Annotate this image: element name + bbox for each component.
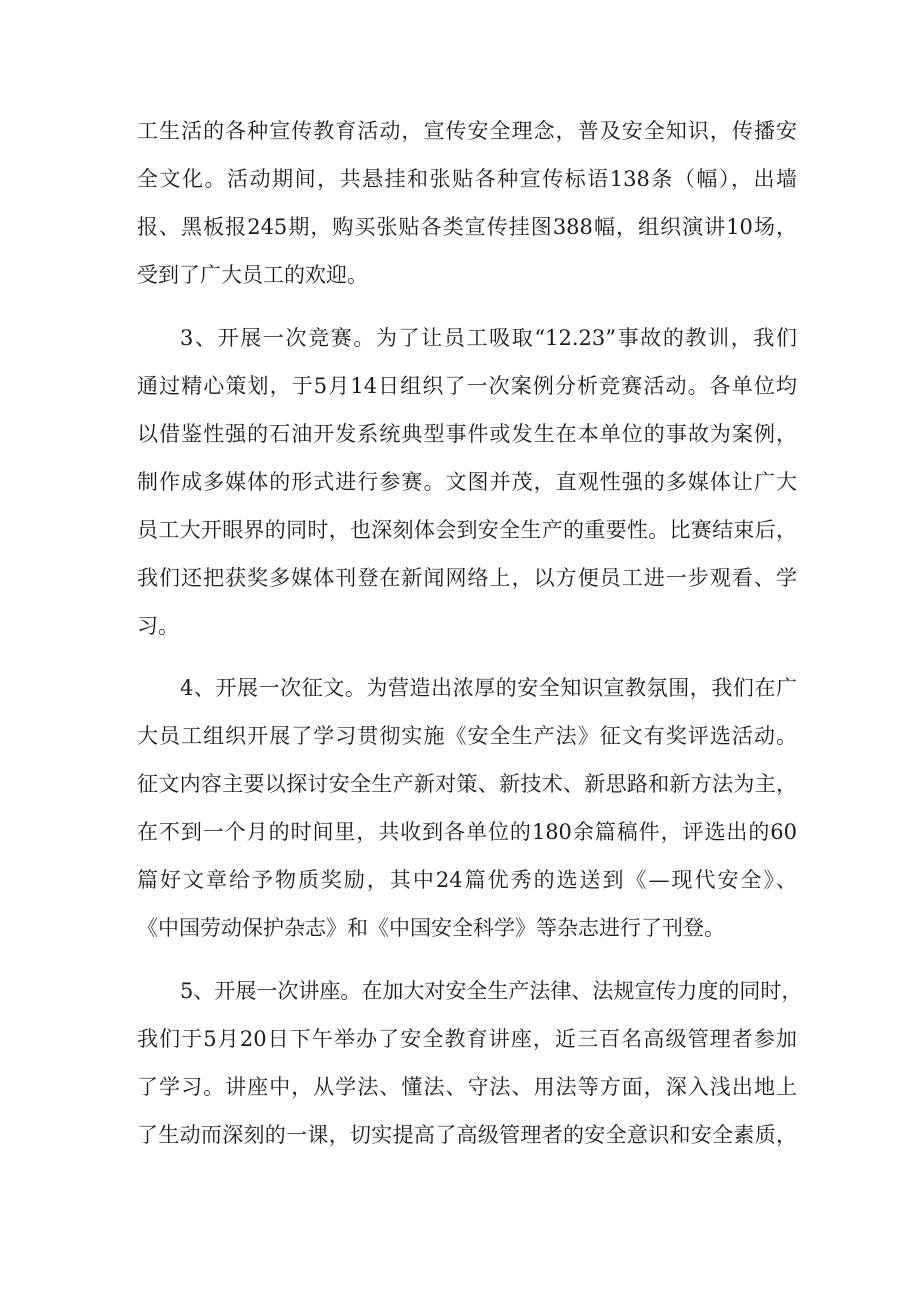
text-line: 大员工组织开展了学习贯彻实施《安全生产法》征文有奖评选活动。: [137, 724, 797, 748]
text-line: 受到了广大员工的欢迎。: [137, 263, 368, 287]
text-line: 报、黑板报245期，购买张贴各类宣传挂图388幅，组织演讲10场，: [137, 215, 797, 239]
text-line: 我们于5月20日下午举办了安全教育讲座，近三百名高级管理者参加: [137, 1027, 797, 1051]
text-line: 通过精心策划，于5月14日组织了一次案例分析竞赛活动。各单位均: [137, 374, 797, 398]
text-line: 在不到一个月的时间里，共收到各单位的180余篇稿件，评选出的60: [137, 820, 797, 844]
text-line: 了学习。讲座中，从学法、懂法、守法、用法等方面，深入浅出地上: [137, 1075, 797, 1099]
text-line: 征文内容主要以探讨安全生产新对策、新技术、新思路和新方法为主，: [137, 772, 797, 796]
paragraph-first-line: 4、开展一次征文。为营造出浓厚的安全知识宣教氛围，我们在广: [180, 676, 797, 700]
text-line: 习。: [137, 614, 179, 638]
paragraph-first-line: 3、开展一次竞赛。为了让员工吸取“12.23”事故的教训，我们: [180, 326, 797, 350]
text-line: 员工大开眼界的同时，也深刻体会到安全生产的重要性。比赛结束后，: [137, 518, 797, 542]
text-line: 《中国劳动保护杂志》和《中国安全科学》等杂志进行了刊登。: [137, 916, 725, 940]
text-line: 全文化。活动期间，共悬挂和张贴各种宣传标语138条（幅），出墙: [137, 167, 797, 191]
text-line: 制作成多媒体的形式进行参赛。文图并茂，直观性强的多媒体让广大: [137, 470, 797, 494]
text-line: 了生动而深刻的一课，切实提高了高级管理者的安全意识和安全素质，: [137, 1123, 797, 1147]
paragraph-first-line: 5、开展一次讲座。在加大对安全生产法律、法规宣传力度的同时，: [180, 979, 803, 1003]
text-line: 以借鉴性强的石油开发系统典型事件或发生在本单位的事故为案例，: [137, 422, 797, 446]
text-line: 篇好文章给予物质奖励，其中24篇优秀的选送到《—现代安全》、: [137, 868, 797, 892]
text-line: 我们还把获奖多媒体刊登在新闻网络上，以方便员工进一步观看、学: [137, 566, 797, 590]
text-line: 工生活的各种宣传教育活动，宣传安全理念，普及安全知识，传播安: [137, 119, 797, 143]
